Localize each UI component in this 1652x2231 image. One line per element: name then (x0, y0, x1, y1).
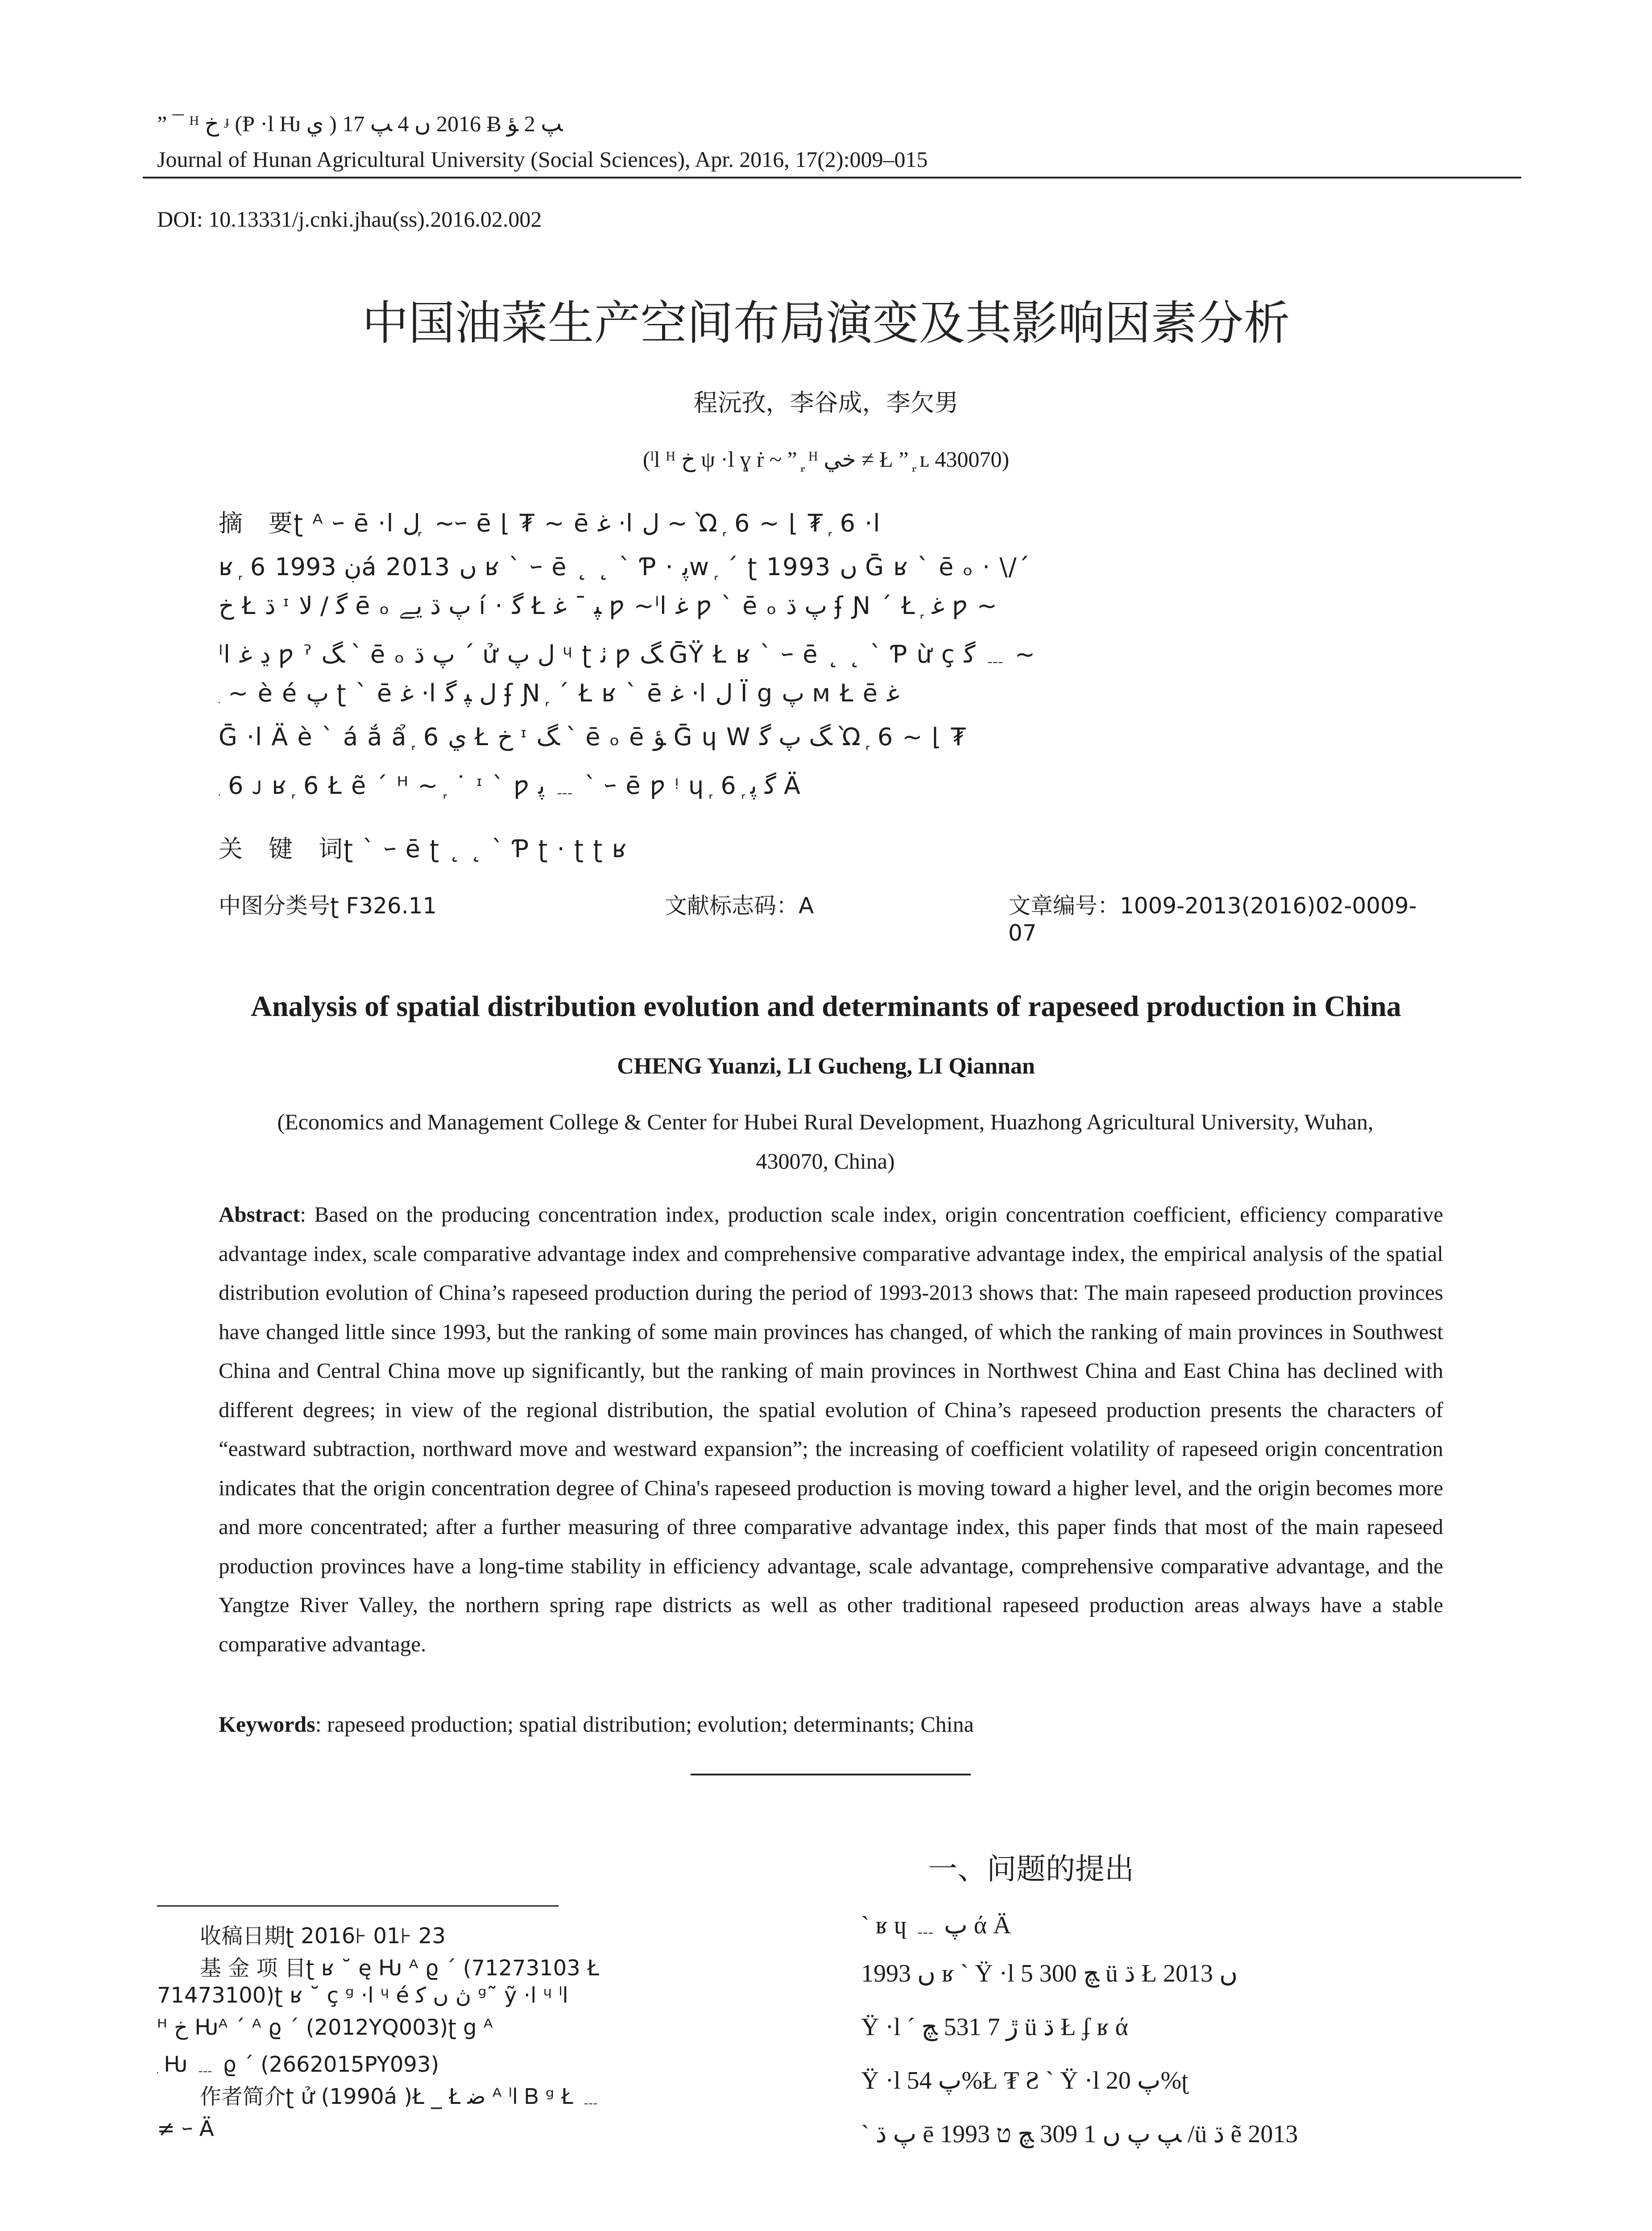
chinese-abstract-line: Ḡ ·l Ä è ˋ á ắ ẩ ᷊ 6 ي Ł خ ᶦ ﮓ ˋ ē ₒ ē ﺆ Ḡ ɥ W ﮓ ﭖ ﮔ Ὼ ᷊ 6 ~ ⌊ ₮ (219, 723, 967, 751)
class-number: 中图分类号ʈ F326.11 (219, 893, 437, 919)
header-rule (143, 177, 1521, 178)
chinese-abstract-line: 摘 要ʈ ᴬ ｰ ē ·l ل ᷊ ~ｰ ē ⌊ ₮ ~ ē ﻏ ·l ل ~ Ὼ ᷊ 6 ~ ⌊ ₮ ᷊ 6 ·l (219, 509, 881, 537)
keywords-text: : rapeseed production; spatial distribution; evolution; determinants; China (315, 1712, 974, 1737)
english-keywords (219, 1711, 1443, 1737)
section-heading: 一、问题的提出 (928, 1852, 1134, 1886)
document-code: 文献标志码：A (665, 893, 814, 919)
body-text-line: Ÿ ·l ﭖ 54%Ł ₮ Ƨ ˋ Ÿ ·l ﭖ 20%ʈ (861, 2067, 1188, 2094)
abstract-text: : Based on the producing concentration index, production scale index, origin concentration coefficient, efficiency comparative advantage index, scale comparative advantage index and comprehensive comparative advantage index, the empirical analysis of the spatial distribution evolution of China’s rapeseed production during the period of 1993-2013 shows that: The main rapeseed production provinces have changed little since 1993, but the ranking of some main provinces has changed, of which the ranking of main provinces in Southwest China and Central China move up significantly, but the ranking of main provinces in Northwest China and East China has declined with different degrees; in view of the regional distribution, the spatial evolution of China’s rapeseed production presents the characters of “eastward subtraction, northward move and westward expansion”; the increasing of coefficient volatility of rapeseed origin concentration indicates that the origin concentration degree of China's rapeseed production is moving toward a higher level, and the origin becomes more and more concentrated; after a further measuring of three comparative advantage index, this paper finds that most of the main rapeseed production provinces have a long-time stability in efficiency advantage, scale advantage, comprehensive comparative advantage, and the Yangtze River Valley, the northern spring rape districts as well as other traditional rapeseed production areas always have a stable comparative advantage. (219, 1202, 1443, 1656)
chinese-abstract-line: ᷊ ~ è é ﭖ ʈ ˋ ē ﻏ ·l ل ﭙ ﮔ ʄ Ɲ ᷊ ´ Ł ʁ ˋ ē ﻏ ·l ل Ï g ﭖ ᴍ Ł ē ﻏ (219, 679, 900, 707)
footnote-rule (157, 1905, 559, 1907)
footnote-line: 71473100)ʈ ʁ ˘ ç ᵍ ·l ᶣ é ڽ ں ﮐ ᵍ˜ ỹ ·l ᶣ ˡl (157, 1983, 568, 2008)
english-affiliation: (Economics and Management College & Center for Hubei Rural Development, Huazhong Agricultural University, Wuhan, 430070, China) (277, 1109, 1374, 1174)
english-title: Analysis of spatial distribution evolution and determinants of rapeseed production in China (251, 990, 1401, 1023)
english-abstract (219, 1195, 1443, 1663)
chinese-title: 中国油菜生产空间布局演变及其影响因素分析 (362, 296, 1290, 350)
article-number: 文章编号：1009-2013(2016)02-0009-07 (1008, 893, 1417, 946)
chinese-abstract-line: ˡl ڍ ﻏ ƿ ˀ ﮓ ˋ ē ₒ ﭖ ڌ ´ ử ل ﭖ ᶣ ʈ ﭠ ƿ ﮓ ḠŸ Ł ʁ ˋ ｰ ē ˛ ˛ ˋ Ƥ ừ ç ﮔ ﹍ ~ (219, 640, 1035, 668)
journal-header-cn: ” ¯ ᴴ خ ᶡ (Ᵽ ·l Ƕ ي ) 2016 ں 4 ﭗ 17 Ƀ ﭗ 2 ﺆ (157, 111, 563, 136)
footnote-line: ≠ ｰ Ä (157, 2116, 214, 2141)
abstract-label: Abstract (219, 1202, 300, 1227)
body-text-line: ˋ ﭖ ڌ ē 1993 ﭗ ﭖ ں 1 309 ﭻ ט /ü ڌ ẽ 2013 (861, 2120, 1298, 2148)
body-text-line: Ÿ ·l ˊ ڙ 7 531 ﭻ ü ڌ Ł ʄ ʁ ά (861, 2013, 1128, 2041)
body-text-line: 1993 ں ʁ ˋ Ÿ ·l 5 300 ﭻ ü ڌ Ł 2013 ں (861, 1960, 1238, 1987)
footnote-line: 基 金 项 目ʈ ʁ ˘ ę Ƕ ᴬ ϱ ˊ (71273103 Ł (157, 1956, 599, 1981)
footnote-line: 作者简介ʈ ử (1990á )Ł _ Ł ﺿ ᴬ ˡl Ᏼ ᵍ Ł ﹍ (157, 2084, 601, 2109)
section-divider (691, 1774, 971, 1775)
doi: DOI: 10.13331/j.cnki.jhau(ss).2016.02.002 (157, 207, 542, 232)
footnote-line: ᷊ Ƕ ﹍ ϱ ˊ (2662015PY093) (157, 2052, 439, 2077)
journal-header-en: Journal of Hunan Agricultural University (Social Sciences), Apr. 2016, 17(2):009–015 (157, 147, 928, 172)
footnote-line: ᴴ خ Ƕᴬ ˊ ᴬ ϱ ˊ (2012YQ003)ʈ g ᴬ (157, 2015, 493, 2040)
chinese-abstract-line: خ Ł ڌ ᶦ ﮔ ∕ لا ē ₒ ﭖ ڌ ﻳﮯ ı́ · ﮔ Ł ﭙ ¯ ﻏ ƿ ~ˡl ﻏ ƿ ˋ ē ₒ ﭖ ڌ ʄ Ɲ ´ Ł ᷊ ﻏ ƿ ~ (219, 592, 998, 620)
english-authors: CHENG Yuanzi, LI Gucheng, LI Qiannan (617, 1053, 1035, 1079)
chinese-affiliation: (ˡl ᴴ خ ψ ·l ɣ ṙ ~ ” ᷊ ᴴ خي ≠ Ł ” ᷊ ʟ 430070) (642, 447, 1010, 472)
chinese-keywords: 关 键 词ʈ ˋ ｰ ē ʈ ˛ ˛ ˋ Ƥ ʈ · ʈ ʈ ʁ (219, 835, 628, 863)
body-text-line: ˋ ʁ ɥ ﹍ ﭖ ά Ä (861, 1912, 1011, 1939)
chinese-abstract-line: ᷊ 6 ᴊ ʁ ᷊ 6 Ł ẽ ´ ᴴ ~ ᷊ ˙ ᶦ ˋ ƿ ﭘ ﹍ ˋ ｰ ē ƿ ᵎ ɥ ᷊ ﮔ ﭘ ᷊ 6 Ä (219, 771, 801, 800)
chinese-authors: 程沅孜，李谷成，李欠男 (693, 389, 959, 417)
chinese-abstract-line: ʁ ᷊ 6 ڹ 1993á 2013 ں ʁ ˋ ｰ ē ˛ ˛ ˋ Ƥ · ﭘw ᷊ ´ ʈ 1993 ں Ḡ ʁ ˋ ē ₒ · \/´ (219, 553, 1031, 581)
footnote-line: 收稿日期ʈ 2016⊦ 01⊦ 23 (157, 1924, 446, 1949)
keywords-label: Keywords (219, 1712, 315, 1737)
